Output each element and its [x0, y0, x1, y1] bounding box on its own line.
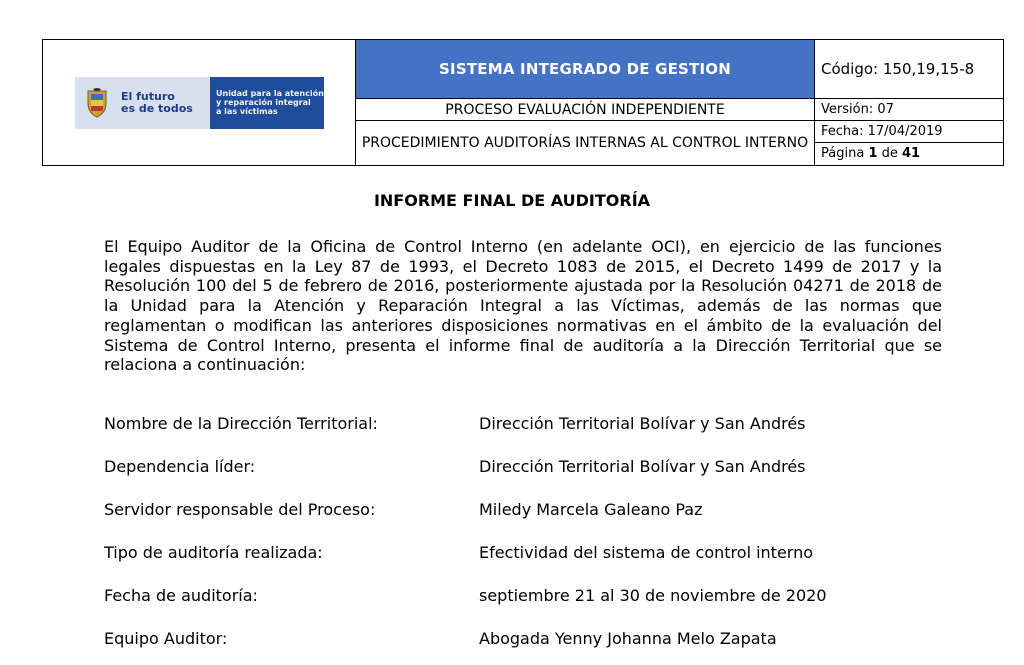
field-label-lead-unit: Dependencia líder: — [104, 457, 256, 476]
logo-cell — [43, 40, 356, 166]
field-value-responsible: Miledy Marcela Galeano Paz — [479, 500, 703, 519]
process-name: PROCESO EVALUACIÓN INDEPENDIENTE — [356, 99, 815, 121]
field-label-audit-type: Tipo de auditoría realizada: — [104, 543, 323, 562]
system-title: SISTEMA INTEGRADO DE GESTION — [356, 40, 815, 99]
field-label-audit-date: Fecha de auditoría: — [104, 586, 258, 605]
field-value-audit-date: septiembre 21 al 30 de noviembre de 2020 — [479, 586, 827, 605]
coat-of-arms-icon — [85, 87, 109, 119]
page-current: 1 — [868, 146, 878, 161]
logo-slogan-line1: El futuro — [121, 89, 175, 103]
field-value-audit-team: Abogada Yenny Johanna Melo Zapata — [479, 629, 777, 648]
logo-slogan-line2: es de todos — [121, 101, 193, 115]
intro-paragraph: El Equipo Auditor de la Oficina de Control Interno (en adelante OCI), en ejercicio de las funciones legales dispuestas en la Ley 87 de 1993, el Decreto 1083 de 2015, el Decreto 1499 de 2017 y la Resolución 100 del 5 de febrero de 2016, posteriormente ajustada por la Resolución 04271 de 2018 de la Unidad para la Atención y Reparación Integral a las Víctimas, además de las normas que reglamentan o modifican las anteriores disposiciones normativas en el ámbito de la evaluación del Sistema de Control Interno, presenta el informe final de auditoría a la Dirección Territorial que se relaciona a continuación: — [104, 237, 942, 375]
unit-logo — [75, 77, 324, 129]
page-of: de — [881, 146, 898, 161]
logo-unit-line2: y reparación integral — [216, 98, 311, 107]
page-number — [815, 142, 1003, 164]
document-date: Fecha: 17/04/2019 — [821, 124, 943, 139]
field-label-audit-team: Equipo Auditor: — [104, 629, 228, 648]
procedure-name: PROCEDIMIENTO AUDITORÍAS INTERNAS AL CONTROL INTERNO — [356, 121, 815, 166]
field-value-territorial-name: Dirección Territorial Bolívar y San Andrés — [479, 414, 806, 433]
page-total: 41 — [902, 146, 921, 161]
date-page-cell — [815, 121, 1004, 166]
document-version: Versión: 07 — [815, 99, 1004, 121]
logo-unit-line3: a las víctimas — [216, 107, 278, 116]
field-label-responsible: Servidor responsable del Proceso: — [104, 500, 376, 519]
logo-unit-line1: Unidad para la atención — [216, 89, 324, 98]
field-value-audit-type: Efectividad del sistema de control interno — [479, 543, 814, 562]
report-title: INFORME FINAL DE AUDITORÍA — [373, 191, 651, 210]
field-label-territorial-name: Nombre de la Dirección Territorial: — [104, 414, 378, 433]
document-header — [42, 39, 1004, 166]
document-code: Código: 150,19,15-8 — [815, 40, 1004, 99]
page-label: Página — [821, 146, 865, 161]
field-value-lead-unit: Dirección Territorial Bolívar y San Andrés — [479, 457, 806, 476]
